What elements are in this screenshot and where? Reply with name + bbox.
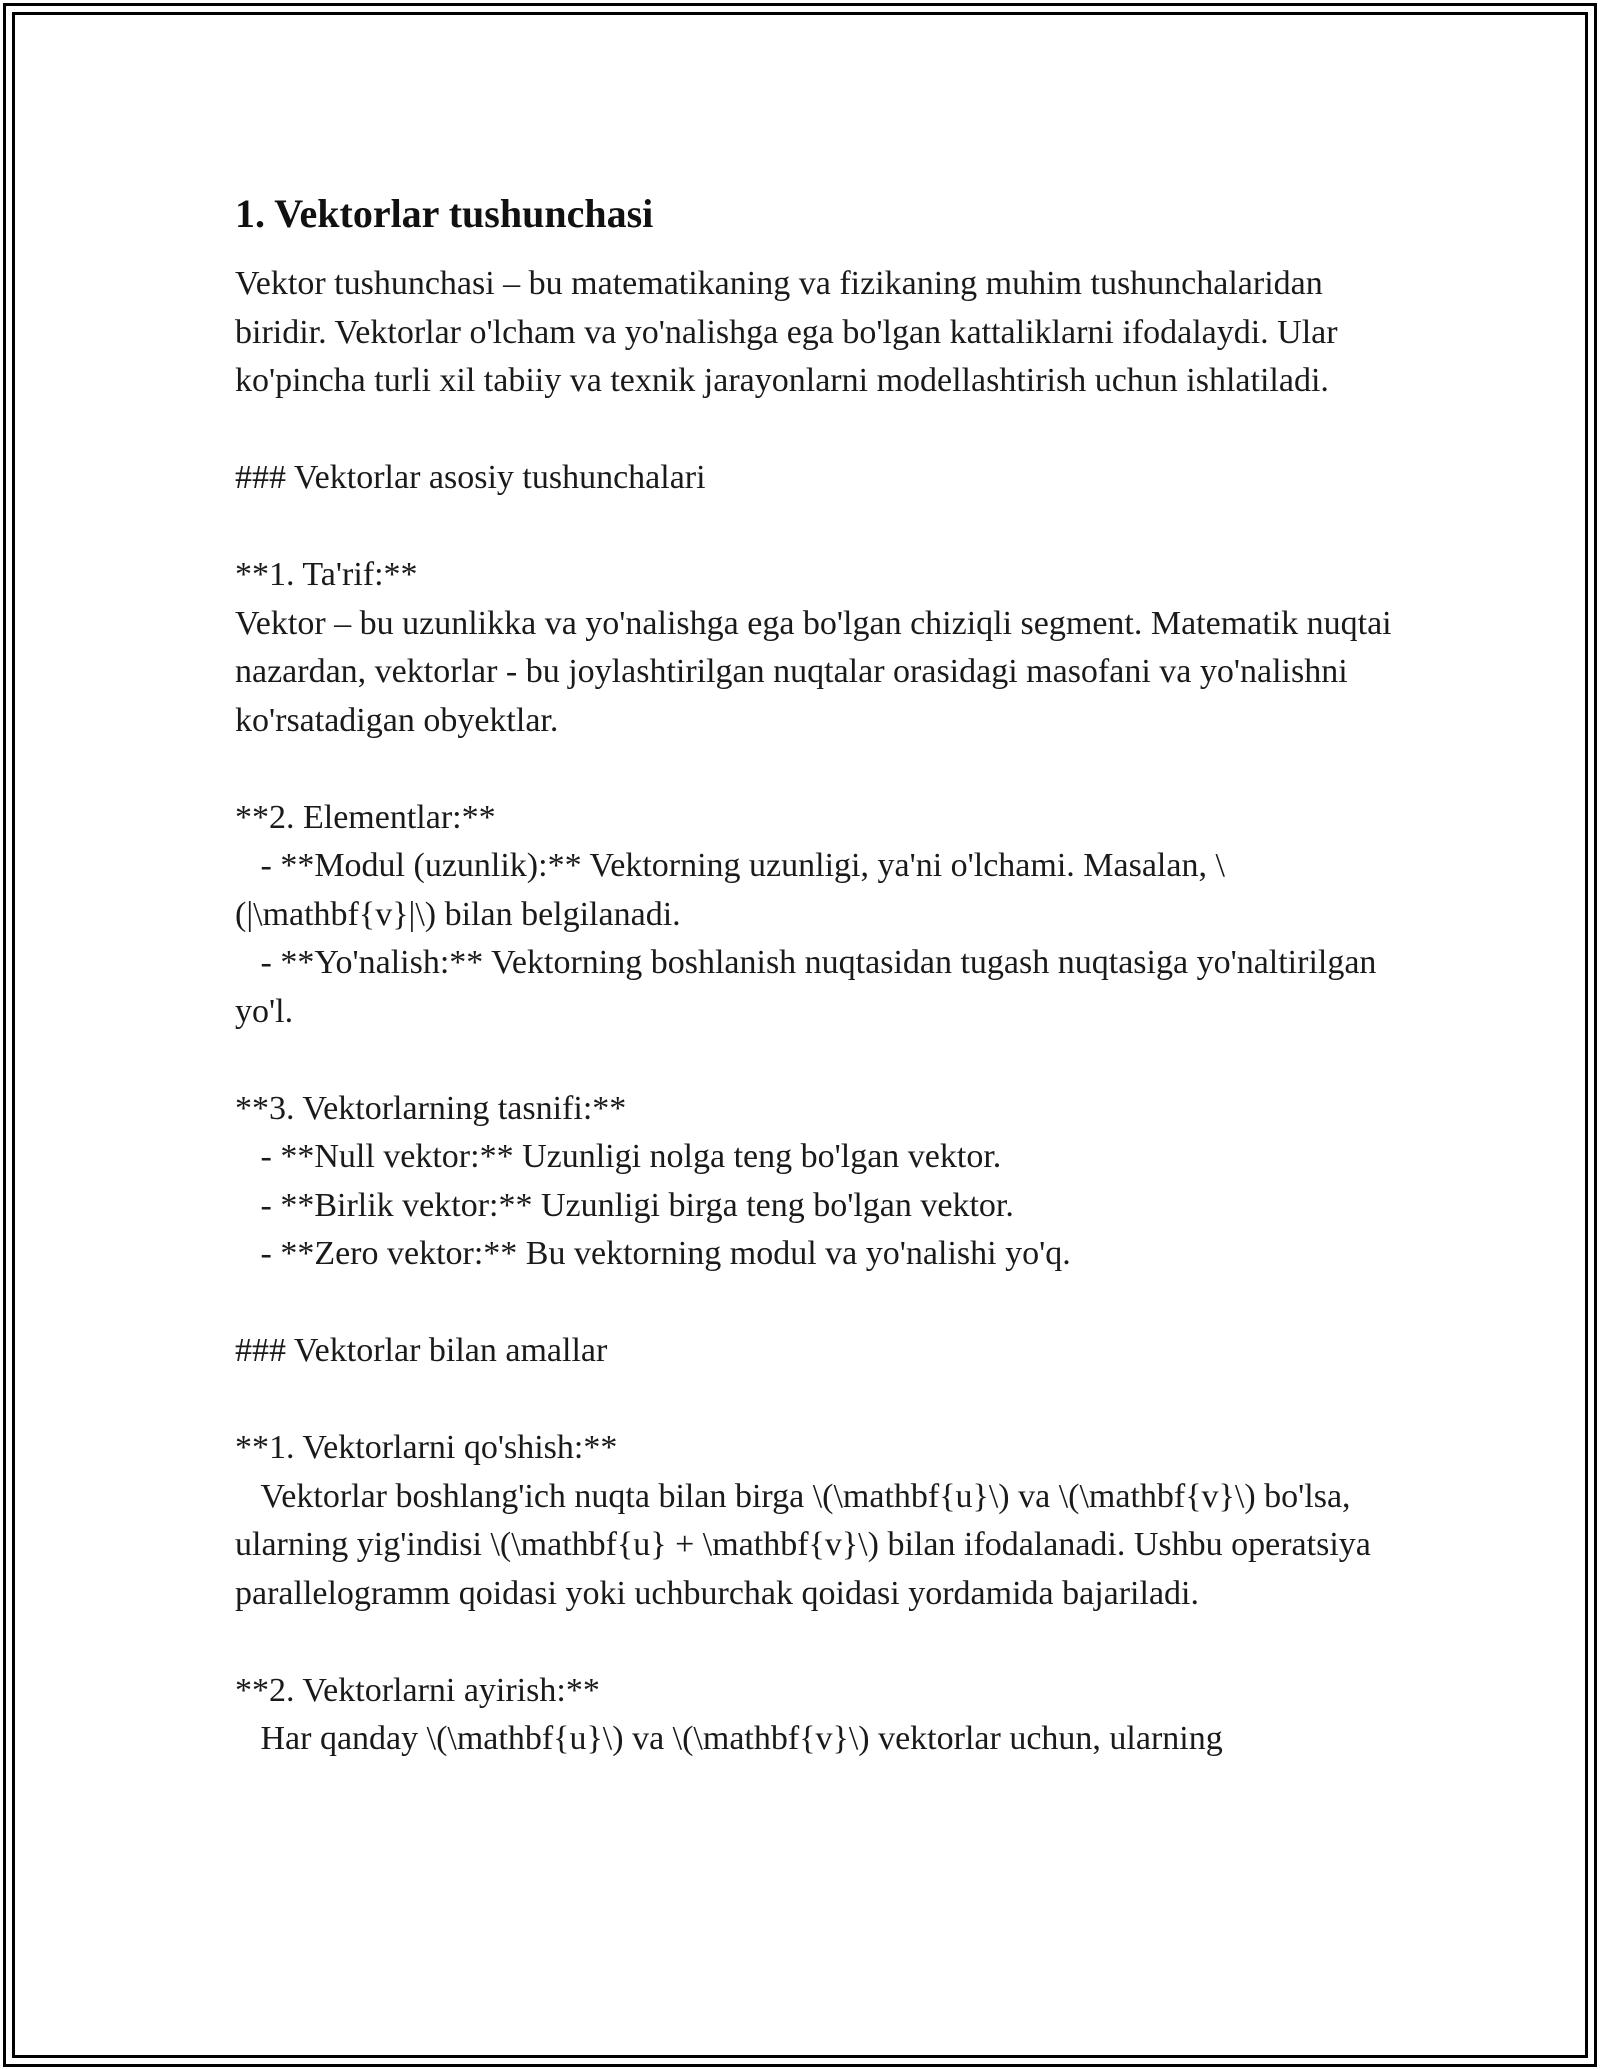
paragraph-gap [235, 1376, 1415, 1425]
section-heading-basics: ### Vektorlar asosiy tushunchalari [235, 459, 706, 496]
addition-block: **1. Vektorlarni qo'shish:** Vektorlar boshlang'ich nuqta bilan birga \(\mathbf{u}\) va \(\mathbf{v}\) bo'lsa, ularning yig'indisi \(\mathbf{u} + \mathbf{v}\) bilan ifodalanadi. Ushbu operatsiya parallelogramm qoidasi yoki uchburchak qoidasi yordamida bajariladi. [235, 1429, 1371, 1612]
document-body [235, 188, 1415, 1764]
paragraph-gap [235, 1279, 1415, 1328]
definition-block: **1. Ta'rif:** Vektor – bu uzunlikka va yo'nalishga ega bo'lgan chiziqli segment. Matematik nuqtai nazardan, vektorlar - bu joylashtirilgan nuqtalar orasidagi masofani va yo'nalishni ko'rsatadigan obyektlar. [235, 556, 1392, 739]
paragraph-gap [235, 503, 1415, 552]
paragraph-gap [235, 745, 1415, 794]
subtraction-block: **2. Vektorlarni ayirish:** Har qanday \(\mathbf{u}\) va \(\mathbf{v}\) vektorlar uchun, ularning [235, 1671, 1223, 1757]
page-title: 1. Vektorlar tushunchasi [235, 191, 654, 236]
paragraph-gap [235, 406, 1415, 455]
section-heading-operations: ### Vektorlar bilan amallar [235, 1332, 608, 1369]
elements-block: **2. Elementlar:** - **Modul (uzunlik):** Vektorning uzunligi, ya'ni o'lchami. Masalan, \(|\mathbf{v}|\) bilan belgilanadi. - **Yo'nalish:** Vektorning boshlanish nuqtasidan tugash nuqtasiga yo'naltirilgan yo'l. [235, 798, 1377, 1030]
paragraph-gap [235, 1036, 1415, 1085]
paragraph-gap [235, 1618, 1415, 1667]
classification-block: **3. Vektorlarning tasnifi:** - **Null vektor:** Uzunligi nolga teng bo'lgan vektor. - **Birlik vektor:** Uzunligi birga teng bo'lgan vektor. - **Zero vektor:** Bu vektorning modul va yo'nalishi yo'q. [235, 1089, 1071, 1272]
intro-paragraph: Vektor tushunchasi – bu matematikaning va fizikaning muhim tushunchalaridan biridir. Vektorlar o'lcham va yo'nalishga ega bo'lgan kattaliklarni ifodalaydi. Ular ko'pincha turli xil tabiiy va texnik jarayonlarni modellashtirish uchun ishlatiladi. [235, 265, 1347, 399]
